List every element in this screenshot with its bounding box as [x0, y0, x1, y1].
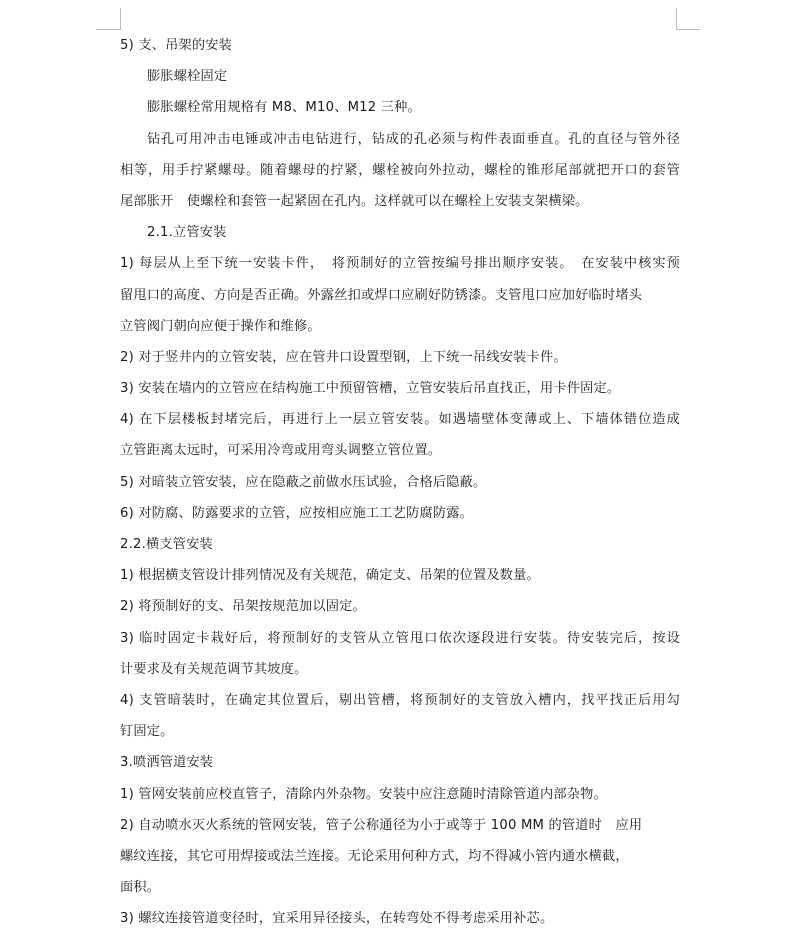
section-heading-branch-pipe: 2.2.横支管安装 — [120, 537, 213, 552]
list-item-continuation: 面积。 — [120, 880, 161, 896]
paragraph-line: 钻孔可用冲击电锤或冲击电钻进行，钻成的孔必须与构件表面垂直。孔的直径与管外径 — [147, 131, 680, 147]
paragraph-line: 相等，用手拧紧螺母。随着螺母的拧紧，螺栓被向外拉动，螺栓的锥形尾部就把开口的套管 — [120, 162, 680, 178]
list-item-continuation: 螺纹连接，其它可用焊接或法兰连接。无论采用何种方式，均不得减小管内通水横截， — [120, 848, 629, 864]
list-item-continuation: 立管距离太远时，可采用冷弯或用弯头调整立管位置。 — [120, 443, 442, 459]
list-item: 6) 对防腐、防露要求的立管，应按相应施工工艺防腐防露。 — [120, 505, 474, 521]
list-item: 1) 每层从上至下统一安装卡件， 将预制好的立管按编号排出顺序安装。 在安装中核实预 — [120, 256, 680, 272]
list-item-continuation: 钉固定。 — [120, 724, 174, 740]
list-item-continuation: 立管阀门朝向应便于操作和维修。 — [120, 318, 321, 334]
list-item: 3) 安装在墙内的立管应在结构施工中预留管槽，立管安装后吊直找正，用卡件固定。 — [120, 381, 621, 397]
paragraph-line: 尾部胀开 使螺栓和套管一起紧固在孔内。这样就可以在螺栓上安装支架横梁。 — [120, 193, 589, 209]
margin-mark-top-left-vertical — [120, 8, 121, 30]
section-heading-sprinkler-pipe: 3.喷洒管道安装 — [120, 755, 214, 771]
list-item: 2) 对于竖井内的立管安装，应在管井口设置型钢，上下统一吊线安装卡件。 — [120, 349, 567, 365]
list-item-continuation: 留甩口的高度、方向是否正确。外露丝扣或焊口应刷好防锈漆。支管甩口应加好临时堵头 — [120, 287, 643, 303]
list-item: 2) 将预制好的支、吊架按规范加以固定。 — [120, 599, 366, 615]
list-item: 2) 自动喷水灭火系统的管网安装，管子公称通径为小于或等于 100 MM 的管道时 应用 — [120, 817, 643, 833]
section-heading-riser-install: 2.1.立管安装 — [147, 225, 227, 241]
margin-mark-top-right-vertical — [676, 8, 677, 30]
subheading-expansion-bolt: 膨胀螺栓固定 — [147, 69, 228, 85]
list-item: 5) 对暗装立管安装，应在隐蔽之前做水压试验，合格后隐蔽。 — [120, 474, 487, 490]
paragraph-line: 膨胀螺栓常用规格有 M8、M10、M12 三种。 — [147, 100, 421, 116]
list-item: 1) 根据横支管设计排列情况及有关规范，确定支、吊架的位置及数量。 — [120, 568, 540, 584]
section-heading-support-install: 5) 支、吊架的安装 — [120, 38, 233, 53]
list-item: 4) 在下层楼板封堵完后，再进行上一层立管安装。如遇墙壁体变薄或上、下墙体错位造成 — [120, 412, 680, 428]
list-item: 4) 支管暗装时，在确定其位置后，剔出管槽，将预制好的支管放入槽内，找平找正后用勾 — [120, 692, 680, 708]
margin-mark-top-left-horizontal — [96, 29, 120, 30]
list-item-continuation: 计要求及有关规范调节其坡度。 — [120, 661, 308, 677]
list-item: 1) 管网安装前应校直管子，清除内外杂物。安装中应注意随时清除管道内部杂物。 — [120, 786, 607, 802]
document-body — [120, 30, 680, 934]
list-item: 3) 临时固定卡栽好后，将预制好的支管从立管甩口依次逐段进行安装。待安装完后，按设 — [120, 630, 680, 646]
list-item: 3) 螺纹连接管道变径时，宜采用异径接头，在转弯处不得考虑采用补芯。 — [120, 911, 554, 927]
